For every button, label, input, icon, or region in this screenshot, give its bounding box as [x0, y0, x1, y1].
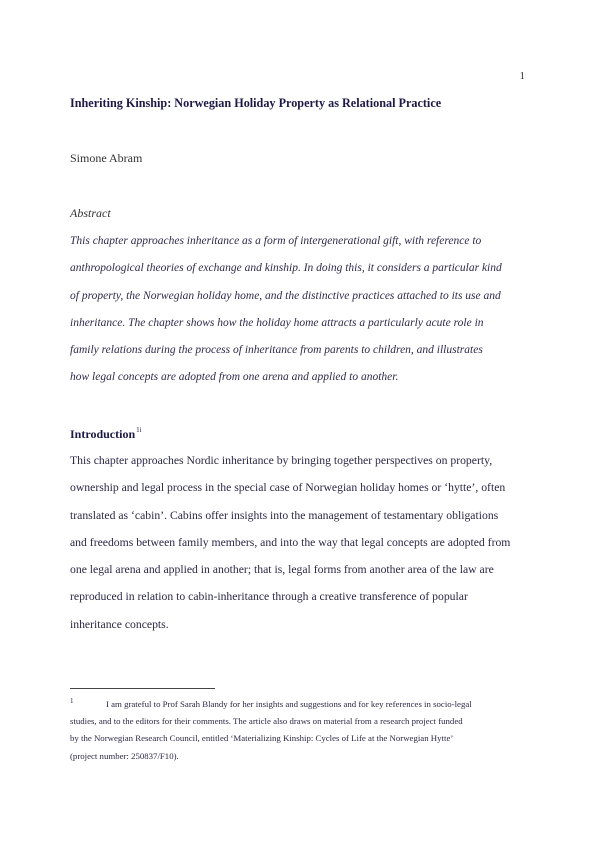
article-title: Inheriting Kinship: Norwegian Holiday Property as Relational Practice	[70, 96, 442, 110]
section-heading-text: Introduction	[70, 427, 136, 441]
body-line: ownership and legal process in the special case of Norwegian holiday homes or ‘hytte’, often	[70, 481, 506, 495]
introduction-body	[70, 453, 530, 644]
article-author: Simone Abram	[70, 151, 143, 165]
footnote-reference[interactable]: 1i	[136, 426, 142, 434]
abstract-line: inheritance. The chapter shows how the holiday home attracts a particularly acute role in	[70, 316, 484, 329]
footnote	[70, 698, 530, 767]
page-number: 1	[519, 70, 525, 82]
abstract-line: family relations during the process of inheritance from parents to children, and illustrates	[70, 344, 483, 357]
footnote-line: I am grateful to Prof Sarah Blandy for her insights and suggestions and for key references in socio-legal	[106, 699, 472, 709]
abstract-label: Abstract	[70, 206, 111, 220]
body-line: one legal arena and applied in another; that is, legal forms from another area of the law are	[70, 563, 494, 577]
abstract-line: how legal concepts are adopted from one arena and applied to another.	[70, 371, 399, 384]
footnote-marker: 1	[70, 697, 74, 705]
abstract-line: anthropological theories of exchange and kinship. In doing this, it considers a particular kind	[70, 262, 502, 275]
footnote-line: (project number: 250837/F10).	[70, 750, 179, 761]
body-line: This chapter approaches Nordic inheritance by bringing together perspectives on property,	[70, 454, 493, 467]
body-line: inheritance concepts.	[70, 617, 169, 631]
abstract-line: of property, the Norwegian holiday home, and the distinctive practices attached to its use and	[70, 289, 501, 302]
body-line: translated as ‘cabin’. Cabins offer insights into the management of testamentary obligations	[70, 508, 499, 522]
footnote-divider	[70, 688, 215, 689]
section-heading-introduction	[70, 426, 142, 442]
body-line: and freedoms between family members, and into the way that legal concepts are adopted from	[70, 535, 511, 549]
footnote-line: studies, and to the editors for their comments. The article also draws on material from a research project funded	[70, 716, 463, 727]
abstract-line: This chapter approaches inheritance as a form of intergenerational gift, with reference to	[70, 235, 482, 247]
body-line: reproduced in relation to cabin-inheritance through a creative transference of popular	[70, 590, 468, 604]
abstract-body	[70, 233, 530, 397]
footnote-line: by the Norwegian Research Council, entitled ‘Materializing Kinship: Cycles of Life at the Norwegian Hytte’	[70, 733, 454, 744]
